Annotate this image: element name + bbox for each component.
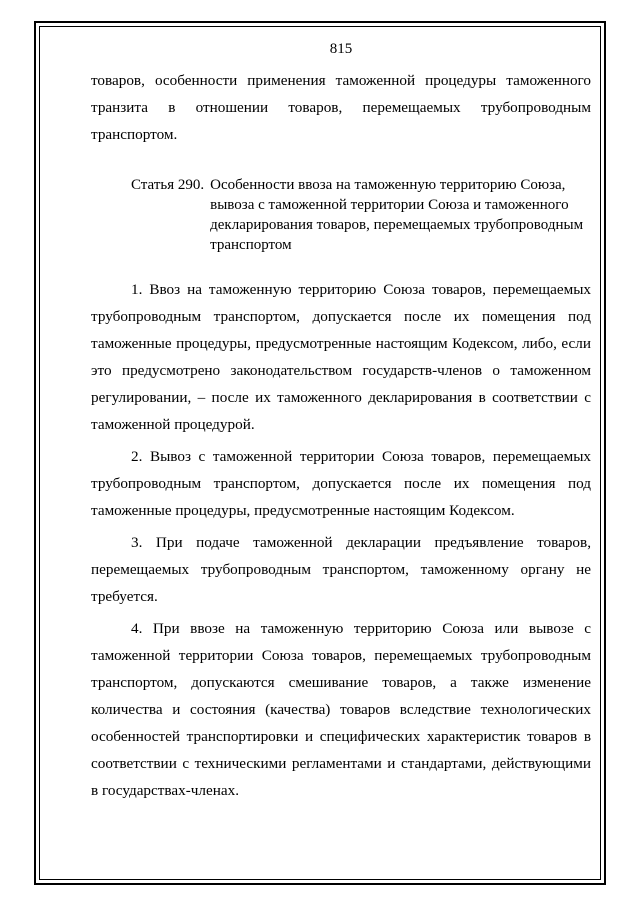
paragraph-3: 3. При подаче таможенной декларации предъявление товаров, перемещаемых трубопроводным транспортом, таможенному органу не требуется.	[91, 534, 591, 605]
page-number: 815	[329, 41, 353, 57]
continuation-paragraph: товаров, особенности применения таможенной процедуры таможенного транзита в отношении товаров, перемещаемых трубопроводным транспортом.	[91, 72, 591, 143]
article-number: Статья 290.	[131, 177, 205, 193]
paragraph-2: 2. Вывоз с таможенной территории Союза товаров, перемещаемых трубопроводным транспортом, допускается после их помещения под таможенные процедуры, предусмотренные настоящим Кодексом.	[91, 448, 591, 519]
paragraph-1: 1. Ввоз на таможенную территорию Союза товаров, перемещаемых трубопроводным транспортом, допускается после их помещения под таможенные процедуры, предусмотренные настоящим Кодексом, либо, если это предусмотрено законодательством государств-членов о таможенном регулировании, – после их таможенного декларирования в соответствии с таможенной процедурой.	[91, 281, 591, 433]
article-title: Особенности ввоза на таможенную территорию Союза, вывоза с таможенной территории Союза и таможенного декларирования товаров, перемещаемых трубопроводным транспортом	[210, 177, 584, 253]
article-heading	[91, 175, 591, 255]
document-body	[91, 40, 591, 804]
paragraph-4: 4. При ввозе на таможенную территорию Союза или вывозе с таможенной территории Союза товаров, перемещаемых трубопроводным транспортом, допускаются смешивание товаров, а также изменение количества и состояния (качества) товаров вследствие технологических особенностей транспортировки и специфических характеристик товаров в соответствии с техническими регламентами и стандартами, действующими в государствах-членах.	[91, 620, 591, 799]
